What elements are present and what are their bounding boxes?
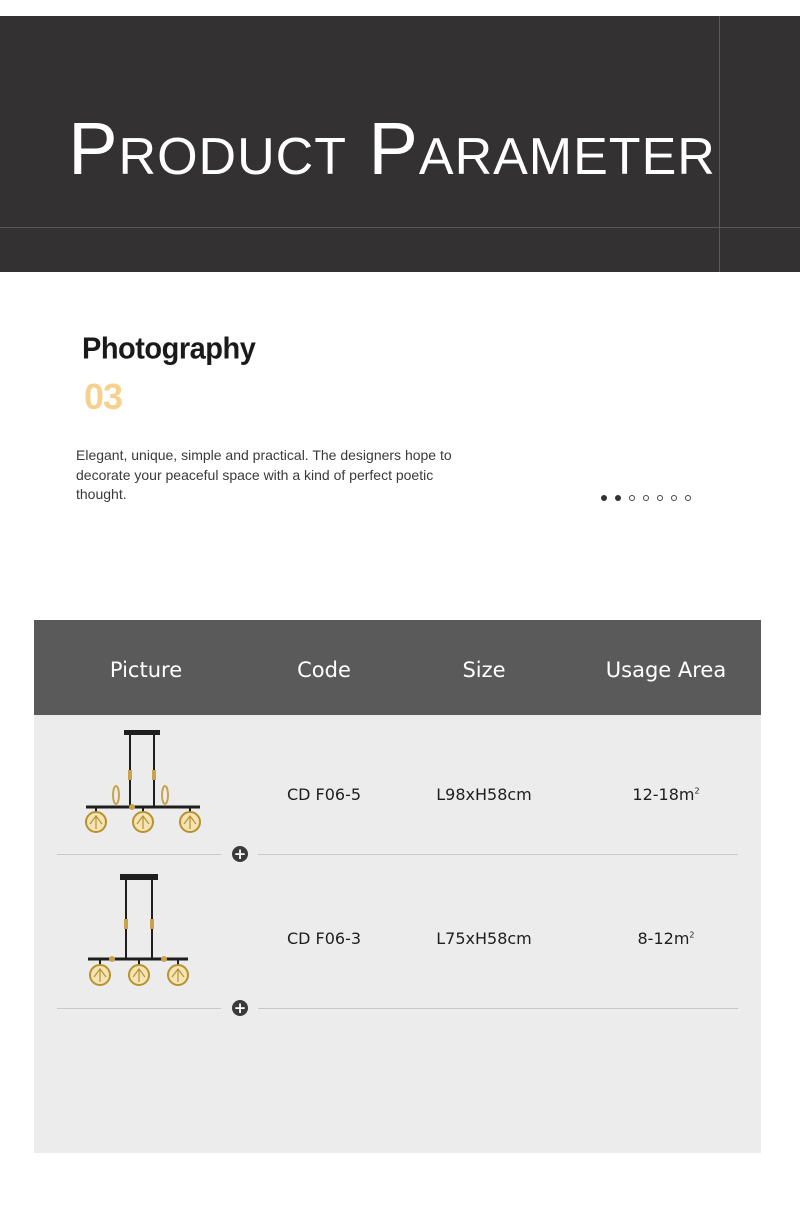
page-title: Product Parameter bbox=[68, 107, 716, 190]
header-banner bbox=[0, 16, 800, 272]
table-header bbox=[34, 620, 761, 715]
column-header-size: Size bbox=[462, 658, 506, 682]
section-number: 03 bbox=[84, 376, 123, 417]
column-header-code: Code bbox=[297, 658, 351, 682]
row-divider bbox=[57, 854, 221, 855]
table-row bbox=[34, 870, 761, 1010]
plus-circle-icon[interactable]: + bbox=[233, 845, 247, 863]
usage-area-cell bbox=[638, 929, 695, 948]
usage-area-cell bbox=[632, 785, 699, 804]
plus-circle-icon[interactable]: + bbox=[233, 999, 247, 1017]
row-divider bbox=[258, 1008, 738, 1009]
carousel-dot[interactable] bbox=[629, 495, 635, 501]
usage-area-exponent: 2 bbox=[694, 786, 700, 796]
code-cell: CD F06-5 bbox=[286, 785, 362, 804]
row-divider bbox=[57, 1008, 221, 1009]
section-heading: Photography bbox=[82, 332, 256, 366]
column-header-usage-area: Usage Area bbox=[605, 658, 727, 682]
section-description: Elegant, unique, simple and practical. The designers hope to decorate your peaceful space with a kind of perfect poetic thought. bbox=[76, 447, 452, 502]
size-cell: L98xH58cm bbox=[436, 785, 532, 804]
carousel-dot[interactable] bbox=[657, 495, 663, 501]
chandelier-5-light-image bbox=[76, 730, 216, 840]
usage-area-value: 8-12m bbox=[637, 929, 690, 948]
carousel-dot[interactable] bbox=[685, 495, 691, 501]
code-cell: CD F06-3 bbox=[286, 929, 362, 948]
size-cell: L75xH58cm bbox=[436, 929, 532, 948]
carousel-dot[interactable] bbox=[601, 495, 607, 501]
carousel-dot[interactable] bbox=[671, 495, 677, 501]
table-row bbox=[34, 715, 761, 875]
row-divider bbox=[258, 854, 738, 855]
chandelier-3-light-image bbox=[82, 874, 202, 994]
column-header-picture: Picture bbox=[109, 658, 183, 682]
banner-divider-horizontal bbox=[0, 227, 800, 228]
carousel-dot[interactable] bbox=[615, 495, 621, 501]
usage-area-exponent: 2 bbox=[689, 930, 695, 940]
parameter-table bbox=[34, 620, 761, 1153]
carousel-dot[interactable] bbox=[643, 495, 649, 501]
usage-area-value: 12-18m bbox=[632, 785, 695, 804]
